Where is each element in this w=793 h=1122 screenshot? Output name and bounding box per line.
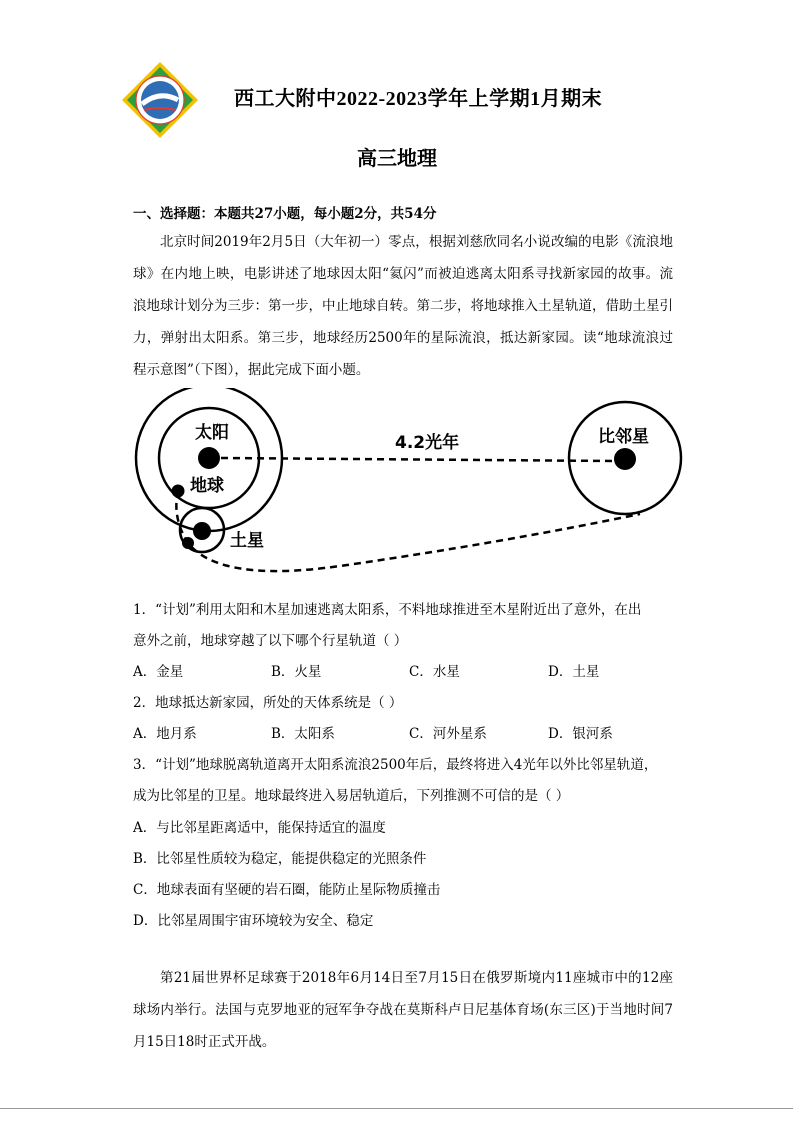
- sun-icon: [198, 447, 220, 469]
- question-3-line-1: 3．“计划”地球脱离轨道离开太阳系流浪2500年后，最终将进入4光年以外比邻星轨道，: [133, 757, 658, 773]
- sun-label: 太阳: [195, 423, 229, 443]
- question-1-option-b: B．火星: [271, 664, 322, 680]
- question-1-line-2: 意外之前，地球穿越了以下哪个行星轨道（ ）: [133, 633, 408, 649]
- saturn-icon: [193, 522, 211, 540]
- question-3-line-2: 成为比邻星的卫星。地球最终进入易居轨道后，下列推测不可信的是（ ）: [133, 788, 570, 804]
- earth-label: 地球: [190, 476, 224, 496]
- saturn-label: 土星: [230, 531, 264, 551]
- question-2-line-1: 2．地球抵达新家园，所处的天体系统是（ ）: [133, 695, 403, 711]
- question-1-option-a: A．金星: [133, 664, 184, 680]
- proxima-label: 比邻星: [598, 427, 649, 447]
- question-3-option-a: A．与比邻星距离适中，能保持适宜的温度: [133, 820, 386, 836]
- question-3-option-c: C．地球表面有坚硬的岩石圈，能防止星际物质撞击: [133, 882, 441, 898]
- earth-wandering-diagram: [120, 388, 700, 588]
- question-2-option-b: B．太阳系: [271, 726, 335, 742]
- question-3-option-b: B．比邻星性质较为稳定，能提供稳定的光照条件: [133, 851, 427, 867]
- section-heading: 一、选择题：本题共27小题，每小题2分，共54分: [133, 206, 437, 222]
- page-subtitle: 高三地理: [357, 146, 437, 170]
- question-1-option-d: D．土星: [548, 664, 600, 680]
- question-1-option-c: C．水星: [409, 664, 460, 680]
- question-3-option-d: D．比邻星周围宇宙环境较为安全、稳定: [133, 913, 374, 929]
- intro-paragraph-2: 第21届世界杯足球赛于2018年6月14日至7月15日在俄罗斯境内11座城市中的12座球场内举行。法国与克罗地亚的冠军争夺战在莫斯科卢日尼基体育场(东三区)于当地时间7月15日18时正式开战。: [133, 970, 673, 1050]
- question-2-option-a: A．地月系: [133, 726, 197, 742]
- distance-label: 4.2光年: [395, 433, 460, 453]
- proxima-icon: [614, 448, 636, 470]
- question-2-option-c: C．河外星系: [409, 726, 487, 742]
- school-logo: [120, 60, 200, 140]
- question-2-option-d: D．银河系: [548, 726, 613, 742]
- question-1-line-1: 1．“计划”利用太阳和木星加速逃离太阳系，不料地球推进至木星附近出了意外，在出: [133, 602, 642, 618]
- distance-line: [221, 458, 614, 461]
- intro-paragraph-1: 北京时间2019年2月5日（大年初一）零点，根据刘慈欣同名小说改编的电影《流浪地球》在内地上映，电影讲述了地球因太阳“氦闪”而被迫逃离太阳系寻找新家园的故事。流浪地球计划分为三步：第一步，中止地球自转。第二步，将地球推入土星轨道，借助土星引力，弹射出太阳系。第三步，地球经历2500年的星际流浪，抵达新家园。读“地球流浪过程示意图”（下图），据此完成下面小题。: [133, 234, 673, 378]
- page-bottom-rule: [0, 1108, 793, 1109]
- page-title: 西工大附中2022-2023学年上学期1月期末: [234, 88, 603, 110]
